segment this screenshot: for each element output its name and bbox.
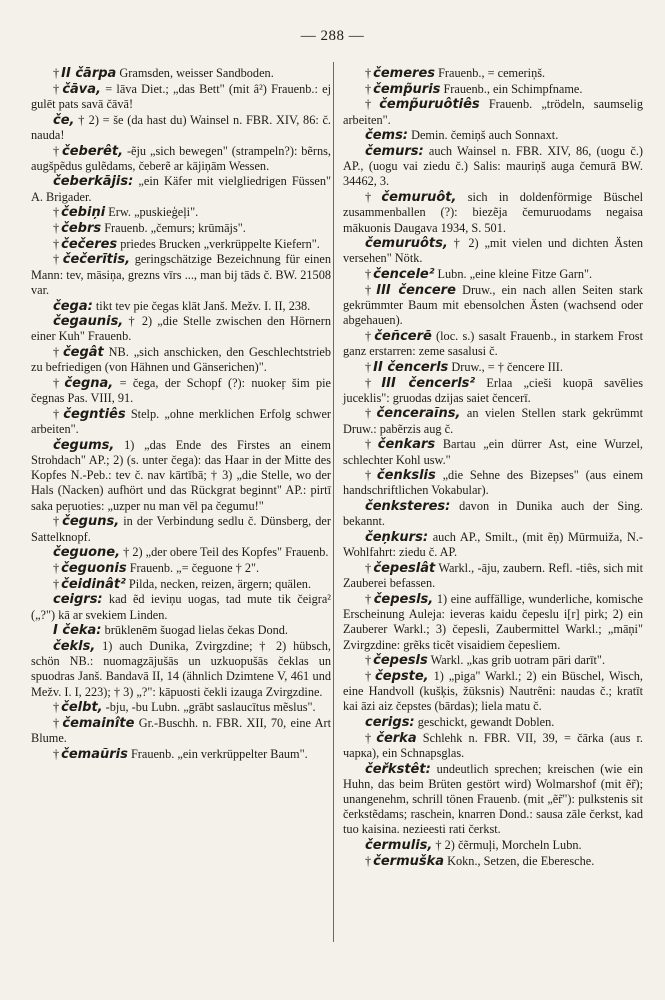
headword: čepesls [373,653,428,669]
definition-text: Druw., = † čencere III. [451,359,563,374]
definition-text: † 2) „die Stelle zwischen den Hörnern einer Kuh" Frauenb. [31,314,331,344]
dictionary-entry [31,205,331,220]
dictionary-entry [343,762,643,838]
dictionary-entry [343,561,643,591]
headword: čemuruôt, [381,190,457,206]
definition-text: Schlehk n. FBR. VII, 39, = čārka (aus r. чарка), ein Schnapsglas. [343,730,644,760]
dictionary-entry [31,82,331,112]
dagger-mark: † [53,514,61,529]
dictionary-entry [31,174,331,204]
dictionary-entry [31,639,331,700]
dictionary-entry [343,854,643,869]
dictionary-entry [31,221,331,236]
dagger-mark: † [365,468,375,483]
definition-text: 1) „piga" Warkl.; 2) ein Büschel, Wisch, eine Handvoll (kušķis, žūksnis) Nautrẽni: naudas č.; kratīt kai āzi aiz čepstes (bārdas); liela matu č. [343,668,643,714]
dictionary-entry [343,360,643,375]
dagger-mark: † [365,591,372,606]
definition-text: Lubn. „eine kleine Fitze Garn". [437,267,593,282]
definition-text: 1) eine auffällige, wunderliche, komische Erscheinung Auleja: ieveras kaidu čepeslu i[r] pirk; 2) ein Zauberer Warkl.; 3) čepesli, Zaubermittel Warkl.; „māņi" Zvirgzdine: grẽks ticẽt visaidiem čepesliem. [343,591,643,652]
dictionary-entry [343,499,643,529]
dictionary-entry [31,577,331,592]
definition-text: „ein Käfer mit vielgliedrigen Füssen" A. Brigader. [31,174,332,204]
dagger-mark: † [365,730,375,745]
dagger-mark: † [53,236,60,251]
dictionary-entry [31,376,331,406]
dagger-mark: † [53,406,62,421]
definition-text: kad ẽd ieviņu uogas, tad mute tik čeigra² („?") kā ar svekiem Linden. [31,592,331,622]
definition-text: † 2) čẽrmuļi, Morcheln Lubn. [435,838,582,853]
dictionary-entry [343,715,643,730]
headword: čepste, [375,668,429,684]
definition-text: Warkl. „kas grib uotram pāri darīt". [430,653,606,668]
definition-text: -bju, -bu Lubn. „grābt saslaucītus mẽslus". [105,700,316,715]
dictionary-entry [31,623,331,638]
definition-text: sich in doldenförmige Büschel zusammenballen (?): biezẽja čemuruodams negaisa mākuonis Daugava 1934, S. 501. [343,190,644,235]
dictionary-entry [343,236,643,266]
dictionary-entry [343,376,643,406]
dictionary-entry [343,669,643,715]
definition-text: undeutlich sprechen; kreischen (wie ein Huhn, das beim Brüten gestört wird) Wolmarshof (mit ẽr̃); unangenehm, schrill tönen Frauenb. (mit „ẽr̃"): pulkstenis sit čerkstẽdams; raschein, knarren Dond.: sausa zāle čerkst, kad tuo kaisina. nezieesti rati čerkst. [343,761,643,837]
headword: čekls, [53,639,96,655]
dictionary-entry [343,267,643,282]
headword: čemeres [373,66,436,81]
dictionary-entry [343,329,643,359]
dictionary-entry [31,438,331,514]
dagger-mark: † [365,853,372,868]
dictionary-entry [31,144,331,174]
definition-text: tikt tev pie čegas klāt Janš. Mežv. I. II, 238. [95,298,311,313]
dagger-mark: † [365,668,374,683]
definition-text: † 2) = še (da hast du) Wainsel n. FBR. XIV, 86: č. nauda! [31,112,332,142]
headword: čečeres [61,236,118,252]
headword: čegna, [64,376,114,392]
definition-text: Frauenb., = cemeriņš. [438,66,546,80]
dagger-mark: † [365,267,372,282]
dagger-mark: † [365,437,376,452]
dictionary-entry [31,237,331,252]
definition-text: Frauenb. „ein verkrüppelter Baum". [130,746,308,761]
headword: čeguone, [53,545,121,561]
dagger-mark: † [53,143,60,158]
dagger-mark: † [53,252,61,267]
headword: II čārpa [61,66,117,81]
dictionary-entry [31,113,331,143]
dictionary-entry [343,128,643,143]
dagger-mark: † [53,746,60,761]
definition-text: geschickt, gewandt Doblen. [417,715,555,730]
dagger-mark: † [365,375,380,390]
definition-text: † 2) „mit vielen und dichten Ästen versehen" Nötk. [343,236,643,266]
definition-text: -ẽju „sich bewegen" (strampeln?): bẽrns, augšpẽdus gulẽdams, čeberẽ ar kājiņām Wessen. [31,143,331,173]
definition-text: Druw., ein nach allen Seiten stark gekrümmter Baum mit ebensolchen Ästen (wachsend oder abgehauen). [343,282,643,328]
dictionary-entry [31,66,331,81]
definition-text: an vielen Stellen stark gekrümmt Druw.: pabẽrzis aug č. [343,406,643,436]
definition-text: Gramsden, weisser Sandboden. [119,66,274,80]
dictionary-entry [31,345,331,375]
dagger-mark: † [365,359,372,374]
dictionary-entry [31,407,331,437]
headword: ceigrs: [53,592,103,608]
dictionary-entry [343,592,643,653]
dagger-mark: † [365,328,373,343]
dictionary-entry [31,700,331,715]
dictionary-entry [343,468,643,498]
dictionary-entry [31,252,331,298]
headword: čemurs: [365,144,424,160]
headword: čermulis, [365,838,433,854]
headword: II čencerls [373,359,449,375]
dictionary-entry [343,838,643,853]
dictionary-entry [343,144,643,190]
definition-text: Erw. „puskieģeļi". [108,205,199,220]
dagger-mark: † [365,653,372,668]
headword: I čeka: [53,623,102,639]
headword: čenkslis [376,468,436,484]
definition-text: Bartau „ein dürrer Ast, eine Wurzel, schlechter Kohl usw." [343,437,644,467]
headword: čerka [376,730,417,746]
dagger-mark: † [53,561,60,575]
headword: čegums, [53,437,115,453]
dagger-mark: † [365,190,380,205]
headword: čepeslât [373,561,436,576]
definition-text: Frauenb. „trödeln, saumselig arbeiten". [343,97,643,127]
headword: čegaunis, [53,314,124,330]
definition-text: Gr.-Buschh. n. FBR. XII, 70, eine Art Blume. [31,716,331,746]
headword: čenceraĩns, [376,406,461,422]
definition-text: Erlaa „cieši kuopā savēlies juceklis": gruodas dzijas saiet čencerī. [343,375,643,405]
dictionary-entry [31,592,331,622]
dagger-mark: † [53,376,63,391]
dagger-mark: † [53,66,60,80]
headword: III čencere [376,282,456,298]
headword: čegntiês [63,406,126,422]
headword: čeřkstêt: [365,761,431,777]
headword: čegât [62,345,104,361]
definition-text: (loc. s.) sasalt Frauenb., in starkem Frost ganz erstarren: zeme sasalusi č. [343,328,643,359]
left-column [31,66,331,763]
definition-text: auch Wainsel n. FBR. XIV, 86, (uogu č.) AP., (uogu vai ziedu č.) Salis: mauriņš auga čemurā BW. 34462, 3. [343,144,643,189]
right-column [343,66,643,870]
definition-text: = lāva Diet.; „das Bett" (mit â²) Frauenb.: ej gulēt pats savā čāvā! [31,81,332,111]
headword: čermuška [373,853,445,869]
dictionary-entry [343,97,643,127]
headword: čeberêt, [62,143,124,159]
definition-text: 1) „das Ende des Firstes an einem Strohdach" AP.; 2) (s. unter čega): das Haar in der Mitte des Kopfes N.-Peb.: tev č. nav kārtībā; † 3) „die Stelle, wo der Hals (Nacken) aufhört und das Rückgrat beginnt" AP.: pirtī saka peŗuoties: „uzper nu man vēl pa čegumu!" [31,437,331,513]
dictionary-entry [31,561,331,576]
definition-text: geringschätzige Bezeichnung für einen Mann: tev, māsiņa, grezns vīrs ..., man bij tāds č. BW. 21508 var. [31,252,332,297]
definition-text: † 2) „der obere Teil des Kopfes" Frauenb. [123,545,329,560]
dictionary-entry [31,314,331,344]
definition-text: auch AP., Smilt., (mit ẽņ) Mūrmuiža, N.-Wohlfahrt: ziedu č. AP. [343,530,643,560]
headword: čebrs [61,221,102,237]
headword: čeguns, [62,514,120,530]
definition-text: = čega, der Schopf (?): nuokeŗ šim pie čegnas Pas. VIII, 91. [31,376,331,406]
page-number: — 288 — [300,28,365,44]
dagger-mark: † [53,81,61,96]
headword: čebiņi [61,205,106,221]
definition-text: Pilda, necken, reizen, ärgern; quälen. [128,576,312,591]
dictionary-entry [31,716,331,746]
dagger-mark: † [53,700,60,715]
definition-text: Stelp. „ohne merklichen Erfolg schwer arbeiten". [31,406,331,437]
dagger-mark: † [365,406,375,421]
headword: čeidinât² [61,576,126,592]
headword: čeguonis [61,561,127,576]
headword: čeberkājis: [53,174,134,190]
definition-text: Warkl., -āju, zaubern. Refl. -tiês, sich mit Zauberei befassen. [343,561,643,591]
dictionary-entry [343,437,643,467]
dictionary-entry [343,406,643,436]
dagger-mark: † [53,345,61,360]
definition-text: brūklenēm šuogad lielas čekas Dond. [104,623,288,638]
headword: čemuruôts, [365,236,448,252]
dagger-mark: † [53,716,61,731]
definition-text: Frauenb. „čemurs; krūmājs". [104,221,246,236]
dictionary-entry [31,545,331,560]
definition-text: Frauenb. „= čeguone † 2". [129,561,260,575]
dagger-mark: † [53,205,60,220]
definition-text: in der Verbindung sedlu č. Dünsberg, der Sattelknopf. [31,514,331,544]
headword: čelbt, [61,700,103,716]
definition-text: 1) auch Dunika, Zvirgzdine; † 2) hübsch, schön NB.: nuomagzājušās un uzkuopušās čeklas un spuodras Janš. Bandavā II, 14 (ähnlich Dzimtene V, 461 und Mežv. I. I, 223); † 3) „?": kāpuosti čekli izauga Zvirgzdine. [31,639,331,699]
definition-text: Kokn., Setzen, die Eberesche. [447,853,595,868]
headword: cerigs: [365,715,415,731]
headword: čāva, [62,81,101,97]
definition-text: davon in Dunika auch der Sing. bekannt. [343,499,643,529]
headword: čencele² [373,267,435,283]
headword: čeñcerē [374,328,432,344]
dictionary-entry [343,530,643,560]
dagger-mark: † [365,81,372,96]
headword: čega: [53,298,93,314]
dagger-mark: † [53,221,60,236]
headword: čems: [365,128,409,144]
column-divider [333,62,334,942]
definition-text: priedes Brucken „verkrüppelte Kiefern". [120,236,320,251]
dictionary-entry [343,283,643,329]
headword: čečerītis, [62,252,131,268]
headword: III čencerls² [381,375,476,391]
dictionary-entry [343,653,643,668]
dictionary-entry [31,747,331,762]
dagger-mark: † [53,576,60,591]
headword: čemp̃uris [373,81,441,97]
headword: čenksteres: [365,499,451,515]
dictionary-entry [31,514,331,544]
headword: čepesls, [373,591,434,607]
dagger-mark: † [365,66,372,80]
definition-text: „die Sehne des Bizepses" (aus einem handschriftlichen Vokabular). [343,468,644,498]
headword: čemaũris [61,746,128,762]
dictionary-entry [343,82,643,97]
definition-text: NB. „sich anschicken, den Geschlechtstrieb zu befriedigen (von Hähnen und Gänserichen)". [31,345,332,375]
dagger-mark: † [365,97,378,112]
definition-text: Frauenb., ein Schimpfname. [443,81,583,96]
dagger-mark: † [365,561,372,575]
dagger-mark: † [365,282,375,297]
headword: če, [53,112,75,128]
headword: čemainîte [62,716,135,732]
dictionary-entry [343,66,643,81]
dictionary-entry [31,299,331,314]
headword: čemp̃uruôtiês [379,97,480,113]
headword: čenkars [377,437,436,453]
dictionary-entry [343,731,643,761]
headword: čeņkurs: [365,530,429,546]
dictionary-entry [343,190,643,236]
definition-text: Demin. čemiņš auch Sonnaxt. [411,128,559,143]
